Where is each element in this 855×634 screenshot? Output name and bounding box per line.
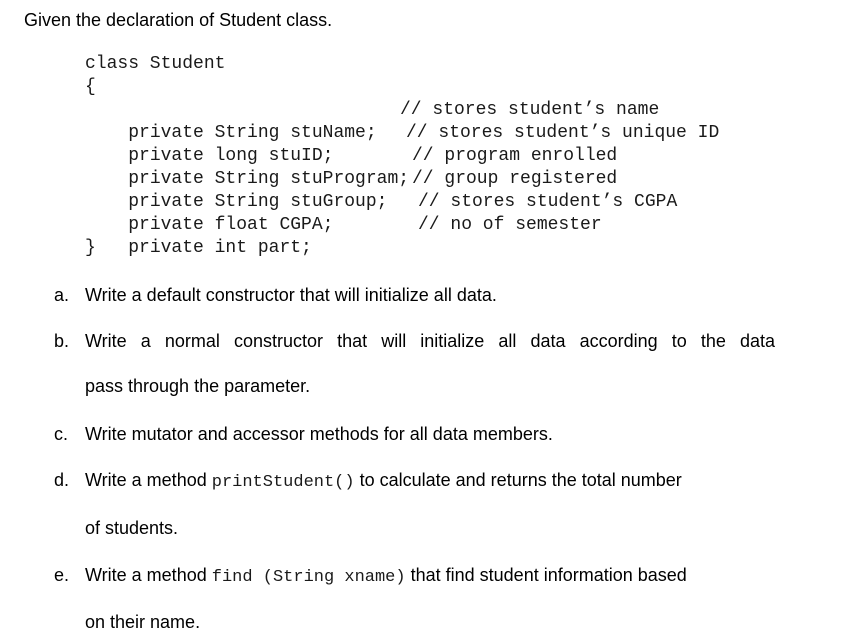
code-open-brace: {	[85, 77, 96, 97]
code-field-comment: // no of semester	[418, 215, 602, 235]
question-letter: e.	[54, 565, 70, 585]
question-text-before: Write a method	[85, 565, 207, 585]
code-field-comment: // program enrolled	[412, 146, 618, 166]
question-text: Write a normal constructor that will initialize all data according to the data	[85, 331, 775, 351]
method-code: find (String xname)	[211, 568, 406, 587]
question-text-after: to calculate and returns the total number	[359, 470, 682, 490]
question-text: of students.	[85, 518, 179, 538]
code-field-comment: // stores student’s name	[400, 100, 660, 120]
code-field-decl: private String stuProgram;	[128, 169, 410, 189]
question-text: Write mutator and accessor methods for all data members.	[85, 424, 553, 444]
code-field-decl: private int part;	[128, 238, 312, 258]
question-text	[85, 468, 682, 495]
method-code: printStudent()	[211, 473, 355, 492]
question-letter: a.	[54, 285, 70, 305]
question-text: on their name.	[85, 612, 201, 632]
code-block	[85, 53, 720, 260]
code-close-brace: }	[85, 238, 96, 258]
intro-text: Given the declaration of Student class.	[24, 10, 333, 30]
code-field-decl: private String stuName;	[128, 123, 377, 143]
question-text: Write a default constructor that will initialize all data.	[85, 285, 497, 305]
code-field-decl: private float CGPA;	[128, 215, 334, 235]
code-field-decl: private long stuID;	[128, 146, 334, 166]
code-field-comment: // stores student’s CGPA	[418, 192, 678, 212]
code-field-comment: // stores student’s unique ID	[406, 123, 720, 143]
question-letter: d.	[54, 470, 70, 490]
code-field-comment: // group registered	[412, 169, 618, 189]
code-class-line: class Student	[85, 54, 226, 74]
question-text: pass through the parameter.	[85, 376, 311, 396]
question-text-after: that find student information based	[410, 565, 687, 585]
code-field-line	[85, 214, 602, 258]
question-text	[85, 563, 687, 590]
question-text-before: Write a method	[85, 470, 207, 490]
question-letter: c.	[54, 424, 69, 444]
question-letter: b.	[54, 331, 70, 351]
code-field-decl: private String stuGroup;	[128, 192, 388, 212]
